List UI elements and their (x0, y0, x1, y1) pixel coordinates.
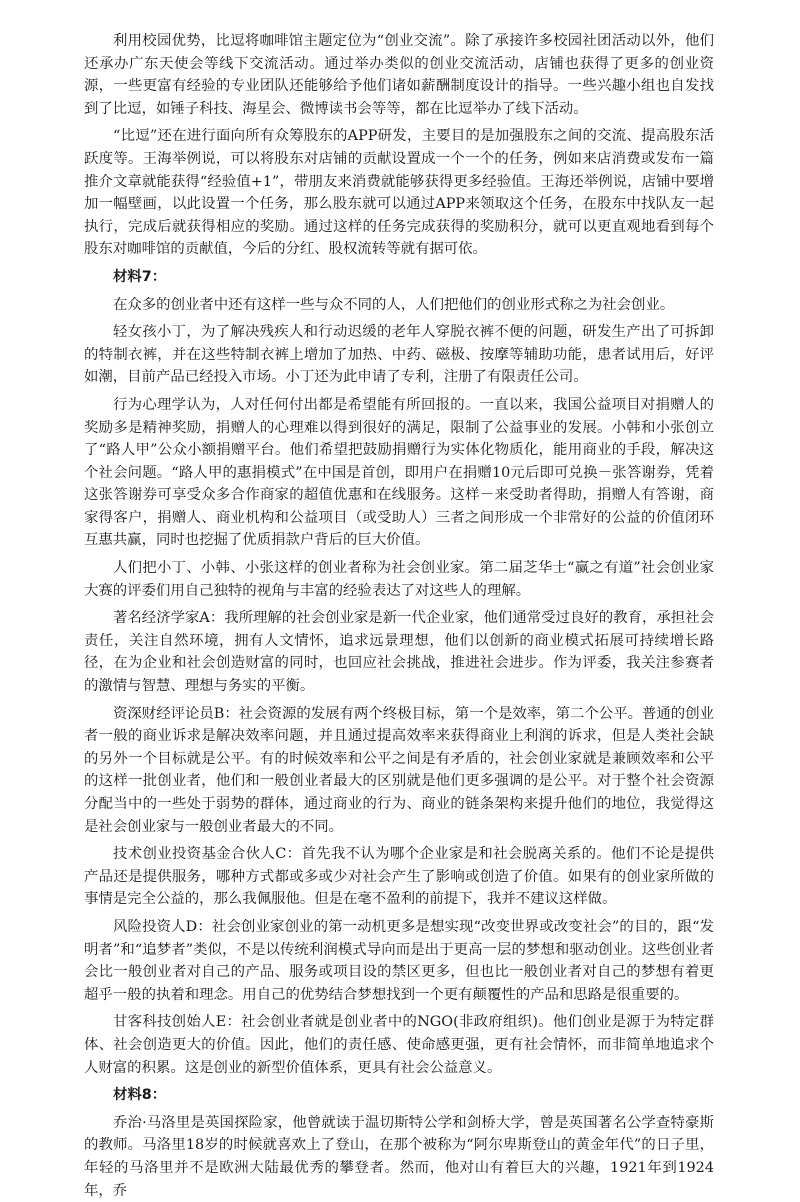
paragraph-founder-e: 甘客科技创始人E：社会创业者就是创业者中的NGO(非政府组织)。他们创业是源于为特定群体、社会创造更大的价值。因此，他们的责任感、使命感更强，更有社会情怀，而非简单地追求个人财富的积累。这是创业的新型价值体系，更具有社会公益意义。 (84, 1014, 714, 1076)
paragraph-xiaoding: 轻女孩小丁，为了解决残疾人和行动迟缓的老年人穿脱衣裤不便的问题，研发生产出了可拆卸的特制衣裤，并在这些特制衣裤上增加了加热、中药、磁极、按摩等辅助功能，患者试用后，好评如潮，目前产品已经投入市场。小丁还为此申请了专利，注册了有限责任公司。 (84, 324, 714, 386)
section-heading-material-7: 材料7： (113, 268, 167, 285)
paragraph-mallory: 乔治·马洛里是英国探险家，他曾就读于温切斯特公学和剑桥大学，曾是英国著名公学查特豪斯的教师。马洛里18岁的时候就喜欢上了登山，在那个被称为“阿尔卑斯登山的黄金年代”的日子里，年轻的马洛里并不是欧洲大陆最优秀的攀登者。然而，他对山有着巨大的兴趣，1921年到1924年，乔 (84, 1114, 714, 1199)
paragraph-bidou-campus: 利用校园优势，比逗将咖啡馆主题定位为“创业交流”。除了承接许多校园社团活动以外，他们还承办广东天使会等线下交流活动。通过举办类似的创业交流活动，店铺也获得了更多的创业资源，一些更富有经验的专业团队还能够给予他们诸如薪酬制度设计的指导。一些兴趣小组也自发找到了比逗，如锤子科技、海星会、微博读书会等等，都在比逗举办了线下活动。 (84, 33, 714, 117)
paragraph-economist-a: 著名经济学家A：我所理解的社会创业家是新一代企业家，他们通常受过良好的教育，承担社会责任，关注自然环境，拥有人文情怀，追求远景理想，他们以创新的商业模式拓展可持续增长路径，在为企业和社会创造财富的同时，也回应社会挑战，推进社会进步。作为评委，我关注参赛者的激情与智慧、理想与务实的平衡。 (84, 610, 714, 695)
paragraph-investor-d: 风险投资人D：社会创业家创业的第一动机更多是想实现“改变世界或改变社会”的目的，跟“发明者”和“追梦者”类似，不是以传统利润模式导向而是出于更高一层的梦想和驱动创业。这些创业者会比一般创业者对自己的产品、服务或项目设的禁区更多，但也比一般创业者对自己的梦想有着更超乎一般的执着和理念。用自己的优势结合梦想找到一个更有颠覆性的产品和思路是很重要的。 (84, 918, 714, 1003)
paragraph-social-entrepreneurship-intro: 在众多的创业者中还有这样一些与众不同的人，人们把他们的创业形式称之为社会创业。 (113, 296, 675, 313)
section-heading-material-8: 材料8： (113, 1087, 167, 1104)
paragraph-partner-c: 技术创业投资基金合伙人C：首先我不认为哪个企业家是和社会脱离关系的。他们不论是提供产品还是提供服务，哪种方式都或多或少对社会产生了影响或创造了价值。如果有的创业家所做的事情是完全公益的，那么我佩服他。但是在毫不盈利的前提下，我并不建议这样做。 (84, 846, 714, 908)
paragraph-lurenjia: 行为心理学认为，人对任何付出都是希望能有所回报的。一直以来，我国公益项目对捐赠人的奖励多是精神奖励，捐赠人的心理难以得到很好的满足，限制了公益事业的发展。小韩和小张创立了“路人甲”公众小额捐赠平台。他们希望把鼓励捐赠行为实体化物质化，能用商业的手段，解决这个社会问题。“路人甲的惠捐模式”在中国是首创，即用户在捐赠10元后即可兑换－张答谢券，凭着这张答谢券可享受众多合作商家的超值优惠和在线服务。这样－来受助者得助，捐赠人有答谢，商家得客户，捐赠人、商业机构和公益项目（或受助人）三者之间形成一个非常好的公益的价值闭环互惠共赢，同时也挖掘了优质捐款户背后的巨大价值。 (84, 396, 714, 549)
paragraph-bidou-app: “比逗”还在进行面向所有众筹股东的APP研发，主要目的是加强股东之间的交流、提高股东活跃度等。王海举例说，可以将股东对店铺的贡献设置成一个一个的任务，例如来店消费或发布一篇推介文章就能获得“经验值+1”，带朋友来消费就能够获得更多经验值。王海还举例说，店铺中要增加一幅壁画，以此设置一个任务，那么股东就可以通过APP来领取这个任务，在股东中找队友一起执行，完成后就获得相应的奖励。通过这样的任务完成获得的奖励积分，就可以更直观地看到每个股东对咖啡馆的贡献值，今后的分红、股权流转等就有据可依。 (84, 128, 714, 258)
paragraph-social-entrepreneurs: 人们把小丁、小韩、小张这样的创业者称为社会创业家。第二届芝华士“赢之有道”社会创业家大赛的评委们用自己独特的视角与丰富的经验表达了对这些人的理解。 (84, 560, 714, 599)
paragraph-commentator-b: 资深财经评论员B：社会资源的发展有两个终极目标，第一个是效率，第二个公平。普通的创业者一般的商业诉求是解决效率问题，并且通过提高效率来获得商业上利润的诉求，但是人类社会缺的另外一个目标就是公平。有的时候效率和公平之间是有矛盾的，社会创业家就是兼顾效率和公平的这样一批创业者，他们和一般创业者最大的区别就是他们更多强调的是公平。对于整个社会资源分配当中的一些处于弱势的群体，通过商业的行为、商业的链条架构来提升他们的地位，我觉得这是社会创业家与一般创业者最大的不同。 (84, 705, 714, 835)
